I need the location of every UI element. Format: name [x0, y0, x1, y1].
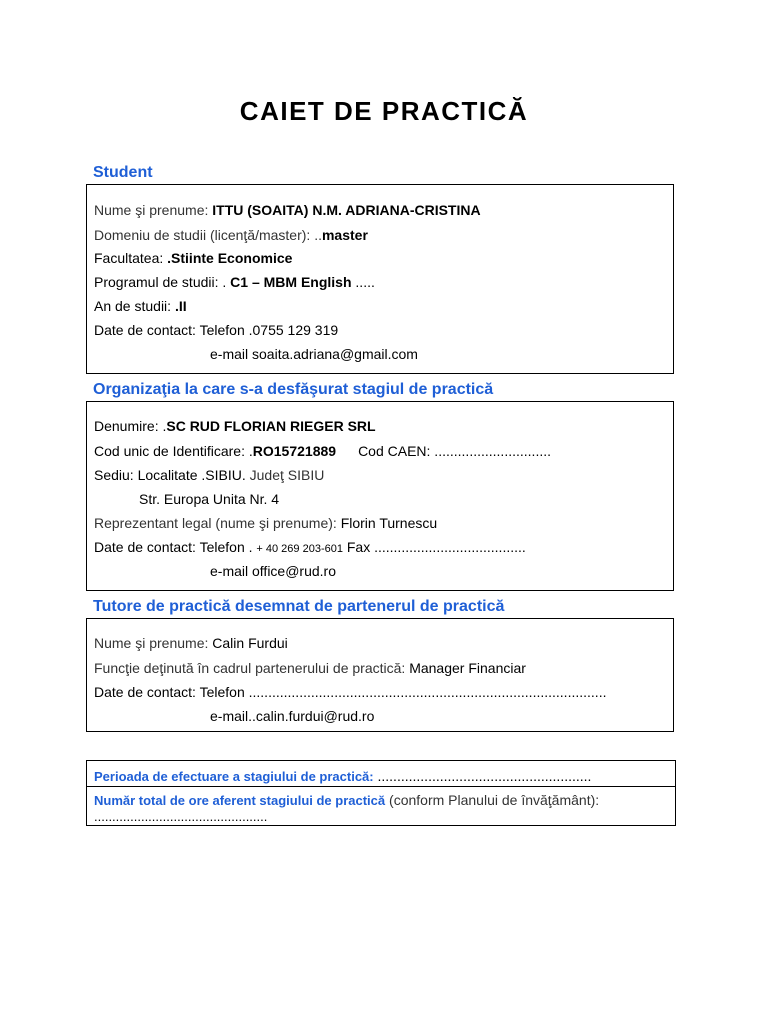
field-label: Sediu: Localitate .SIBIU. [94, 467, 250, 483]
organization-heading: Organizaţia la care s-a desfăşurat stagiul de practică [93, 381, 494, 398]
org-cui-line [94, 443, 551, 459]
field-label: Funcţie deţinută în cadrul partenerului de practică: [94, 660, 410, 676]
student-program-line [94, 274, 375, 290]
field-label: Nume şi prenume: [94, 202, 213, 218]
hours-dots: ................................................ [94, 809, 268, 824]
org-phone-value: + 40 269 203-601 [256, 543, 343, 555]
org-rep-value: Florin Turnescu [340, 515, 438, 531]
student-name-line [94, 202, 481, 218]
organization-box [86, 401, 674, 591]
tutor-contact-line: Date de contact: Telefon ............................................................................................ [94, 684, 607, 700]
field-label: Domeniu de studii (licenţă/master): .. [94, 227, 322, 243]
hours-label: Număr total de ore aferent stagiului de practică [94, 793, 386, 808]
field-label: Programul de studii: . [94, 274, 231, 290]
student-faculty-line [94, 250, 292, 266]
student-name-value: ITTU (SOAITA) N.M. ADRIANA-CRISTINA [212, 202, 481, 218]
field-dots: ....................................................... [373, 768, 592, 784]
period-label: Perioada de efectuare a stagiului de practică: [94, 769, 374, 784]
tutor-role-line [94, 660, 526, 676]
field-label: Date de contact: Telefon . [94, 539, 257, 555]
student-contact-line: Date de contact: Telefon .0755 129 319 [94, 322, 339, 338]
student-year-value: .II [174, 298, 187, 314]
tutor-box [86, 618, 674, 732]
page-title: CAIET DE PRACTICĂ [239, 96, 529, 126]
field-label: Cod unic de Identificare: . [94, 443, 253, 459]
field-dots: ..... [351, 274, 375, 290]
student-domain-line [94, 227, 368, 243]
tutor-name-line [94, 635, 288, 651]
org-name-line [94, 418, 376, 434]
field-label: Facultatea: [94, 250, 168, 266]
student-faculty-value: .Stiinte Economice [167, 250, 293, 266]
org-county: Judeţ SIBIU [249, 467, 325, 483]
org-contact-line [94, 539, 526, 555]
tutor-email-line: e-mail..calin.furdui@rud.ro [210, 708, 375, 724]
student-program-value: C1 – MBM English [230, 274, 352, 290]
period-line [94, 768, 591, 784]
org-rep-line [94, 515, 437, 531]
student-heading: Student [93, 164, 153, 181]
org-name-value: SC RUD FLORIAN RIEGER SRL [166, 418, 376, 434]
org-email-line: e-mail office@rud.ro [210, 563, 336, 579]
field-label: Nume şi prenume: [94, 635, 213, 651]
student-domain-value: master [321, 227, 368, 243]
tutor-role-value: Manager Financiar [409, 660, 526, 676]
org-caen-label: Cod CAEN: .............................. [358, 443, 551, 459]
org-street-line: Str. Europa Unita Nr. 4 [139, 491, 280, 507]
org-seat-line [94, 467, 324, 483]
org-cui-value: RO15721889 [252, 443, 337, 459]
divider [87, 786, 675, 787]
hours-line [94, 792, 599, 808]
field-label: Denumire: . [94, 418, 167, 434]
hours-tail: (conform Planului de învăţământ): [385, 792, 600, 808]
period-box [86, 760, 676, 826]
student-email-line: e-mail soaita.adriana@gmail.com [210, 346, 418, 362]
field-label: Reprezentant legal (nume şi prenume): [94, 515, 341, 531]
student-box [86, 184, 674, 374]
tutor-name-value: Calin Furdui [212, 635, 288, 651]
student-year-line [94, 298, 187, 314]
org-fax-label: Fax ....................................... [342, 539, 526, 555]
tutor-heading: Tutore de practică desemnat de partenerul de practică [93, 598, 505, 615]
field-label: An de studii: [94, 298, 175, 314]
